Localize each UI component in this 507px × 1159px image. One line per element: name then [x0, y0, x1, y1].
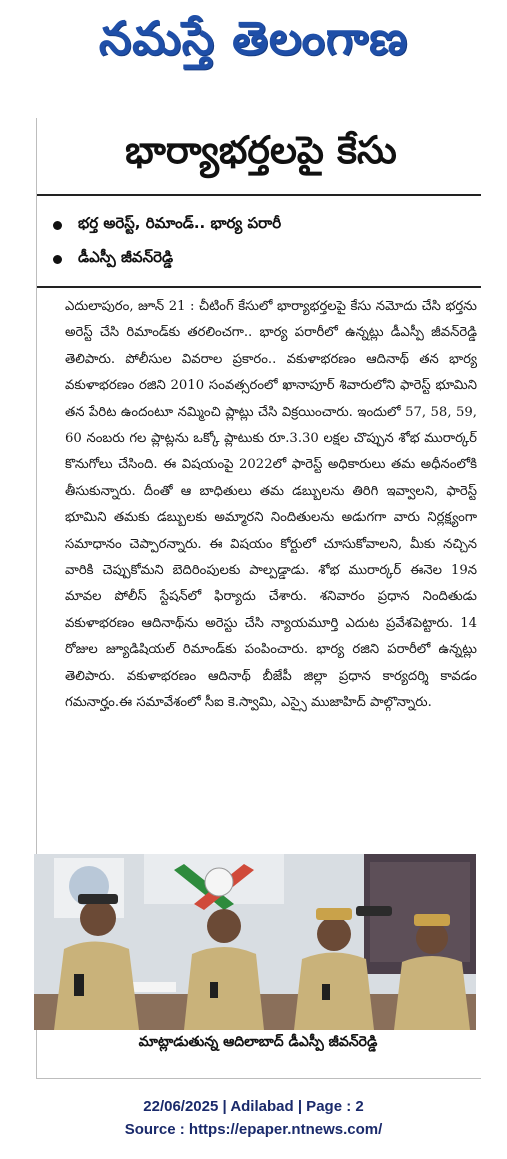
- article-body: ఎదులాపురం, జూన్ 21 : చీటింగ్ కేసులో భార్యాభర్తలపై కేసు నమోదు చేసి భర్తను అరెస్ట్ చేసి రిమాండ్‌కు తరలించగా.. భార్య పరారీలో ఉన్నట్లు డీఎస్పీ జీవన్‌రెడ్డి తెలిపారు. పోలీసుల వివరాల ప్రకారం.. వకుళాభరణం ఆదినాథ్ తన భార్య వకుళాభరణం రజిని 2010 సంవత్సరంలో ఖానాపూర్ శివారులోని ఫారెస్ట్ భూమిని తన పేరిట ఉందంటూ నమ్మించి ప్లాట్లు చేసి విక్రయించారు. ఇందులో 57, 58, 59, 60 నంబరు గల ప్లాట్లను ఒక్కో ప్లాటుకు రూ.3.30 లక్షల చొప్పున శోభ మురార్కర్ కొనుగోలు చేసింది. ఈ విషయంపై 2022లో ఫారెస్ట్ అధికారులు తమ అధీనంలోకి తీసుకున్నారు. దీంతో ఆ బాధితులు తమ డబ్బులను తిరిగి ఇవ్వాలని, ఫారెస్ట్ భూమిని తమకు డబ్బులకు అమ్మారని నిందితులను అడుగగా వారు నిర్లక్ష్యంగా సమాధానం చెప్పారన్నారు. ఈ విషయం కోర్టులో చూసుకోవాలని, మీకు నచ్చిన వారికి చెప్పుకోమని బెదిరింపులకు పాల్పడ్డాడు. శోభ మురార్కర్ ఈనెల 19న మావల పోలీస్ స్టేషన్‌లో ఫిర్యాదు చేశారు. శనివారం ప్రధాన నిందితుడు వకుళాభరణం ఆదినాథ్‌ను అరెస్టు చేసి న్యాయమూర్తి ఎదుట ప్రవేశపెట్టారు. 14 రోజుల జ్యూడిషియల్ రిమాండ్‌కు పంపించారు. భార్య రజిని పరారీలో ఉన్నట్లు తెలిపారు. వకుళాభరణం ఆదినాథ్ బీజేపీ జిల్లా ప్రధాన కార్యదర్శి కావడం గమనార్హం.ఈ సమావేశంలో సీఐ కె.స్వామి, ఎస్సై ముజాహిద్ పాల్గొన్నారు.: [65, 299, 477, 711]
- bullet-dot-icon: [53, 221, 62, 230]
- bullet-text: డీఎస్పీ జీవన్‌రెడ్డి: [78, 248, 174, 266]
- newspaper-title: నమస్తే తెలంగాణ: [98, 11, 409, 65]
- summary-bullets: [53, 208, 473, 276]
- headline-rule: [37, 194, 481, 196]
- bullets-rule: [37, 286, 481, 288]
- bullet-item: [53, 208, 473, 242]
- headline-text: భార్యాభర్తలపై కేసు: [125, 128, 397, 172]
- photo-caption: మాట్లాడుతున్న ఆదిలాబాద్ డీఎస్పీ జీవన్‌రెడ్డి: [138, 1033, 378, 1050]
- press-meet-photo-image: [34, 854, 476, 1030]
- article-photo: [34, 854, 476, 1030]
- masthead: [0, 6, 507, 82]
- bullet-text: భర్త అరెస్ట్, రిమాండ్.. భార్య పరారీ: [78, 214, 282, 232]
- bullet-dot-icon: [53, 255, 62, 264]
- footer-edition-info: 22/06/2025 | Adilabad | Page : 2: [143, 1098, 364, 1115]
- bullet-item: [53, 242, 473, 276]
- footer-source-link[interactable]: Source : https://epaper.ntnews.com/: [124, 1121, 383, 1138]
- article-headline: [51, 124, 471, 186]
